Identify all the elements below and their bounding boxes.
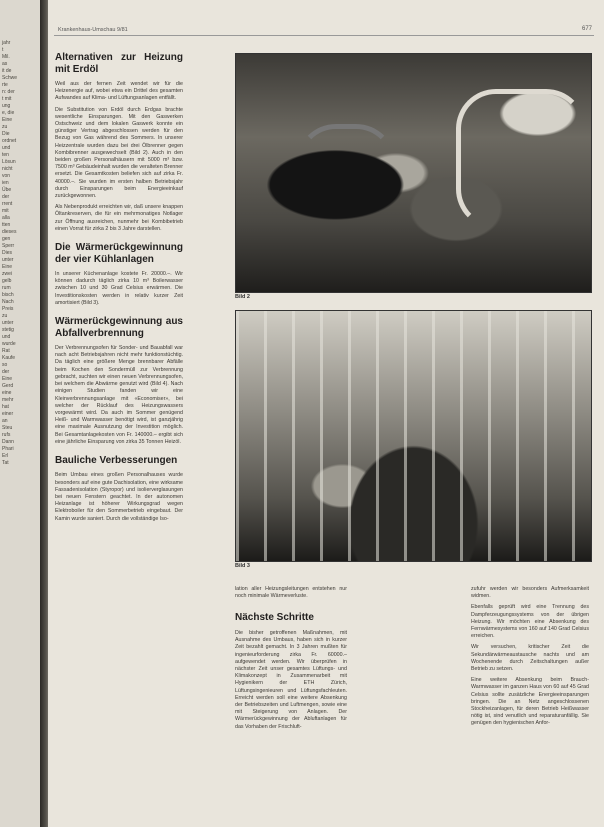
facing-page-fragment: alla bbox=[2, 215, 10, 221]
section-title-next-steps: Nächste Schritte bbox=[235, 612, 314, 624]
facing-page-fragment: gelb bbox=[2, 278, 12, 284]
facing-page-fragment: as bbox=[2, 61, 8, 67]
facing-page-fragment: zu bbox=[2, 124, 8, 130]
facing-page-fragment: Gerd bbox=[2, 383, 14, 389]
paragraph: Als Nebenprodukt erreichten wir, daß unsere knappen Öltankreserven, die für ein mehrmonatiges Notlager zur Öffnung ausreichen, nunmehr bei Kombibetrieb einen Vorrat für zirka 2 bis 3 Jahre darstellen. bbox=[55, 204, 183, 232]
facing-page-fragment: ung bbox=[2, 103, 11, 109]
facing-page-fragment: bisch bbox=[2, 292, 14, 298]
photo-caption: Bild 2 bbox=[235, 294, 250, 300]
paragraph: Ebenfalls geprüft wird eine Trennung des Dampferzeugungssystems von der übrigen Heizung. Wir möchten eine Absenkung des Fernwärmesystems von 160 auf 140 Grad Celsius erreichen. bbox=[471, 604, 589, 640]
facing-page-fragment: Phari bbox=[2, 446, 14, 452]
photo-caption: Bild 3 bbox=[235, 563, 250, 569]
facing-page-fragment: Übe bbox=[2, 187, 12, 193]
facing-page-fragment: Rat bbox=[2, 348, 10, 354]
facing-page-fragment: unter bbox=[2, 320, 14, 326]
facing-page-fragment: und bbox=[2, 145, 11, 151]
section-title-alternatives: Alternativen zur Heizung mit Erdöl bbox=[55, 52, 183, 75]
facing-page-fragment: nicht bbox=[2, 166, 13, 172]
facing-page-fragment: zwei bbox=[2, 271, 13, 277]
pipe-shape bbox=[456, 89, 586, 229]
header-rule bbox=[54, 35, 594, 36]
section-title-waste-incineration: Wärmerückgewinnung aus Abfallverbrennung bbox=[55, 316, 183, 339]
facing-page-fragment: ordnet bbox=[2, 138, 17, 144]
facing-page-fragment: Mil. bbox=[2, 54, 10, 60]
facing-page-fragment: stetig bbox=[2, 327, 14, 333]
column-1 bbox=[55, 52, 183, 527]
facing-page-fragment: hat bbox=[2, 404, 9, 410]
facing-page-fragment: ten bbox=[2, 152, 9, 158]
paragraph: Weil aus der fernen Zeit wendet wir für die Heizenergie auf, wobei etwa ein Drittel des gesamten Aufwandes auf Klima- und Lüftungsanlagen entfällt. bbox=[55, 81, 183, 102]
paragraph: Der Verbrennungsofen für Sonder- und Bauabfall war nach acht Betriebsjahren nicht mehr funktionstüchtig. Da täglich eine größere Menge brennbarer Abfälle beim Kochen den Sondermüll zur Verbrennung gebracht, suchten wir einen neuen Verbrennungsofen, bei welchem die Abwärme genutzt wird (Bild 4). Nach einigen Studien fanden wir eine Kleinverbrennungsanlage mit «Economiser», bei welcher der Rücklauf des Heizungswassers vorgewärmt wird. Da auch im Sommer genügend Heiß- und Warmwasser benötigt wird, ist ganzjährig eine maximale Ausnutzung der Investition möglich. Bei Gesamtanlagekosten von Fr. 140000.– ergibt sich eine jährliche Einsparung von zirka 35 Tonnen Heizöl. bbox=[55, 345, 183, 445]
section-title-building-improvements: Bauliche Verbesserungen bbox=[55, 454, 178, 466]
column-3 bbox=[471, 586, 589, 732]
facing-page-fragment: Eine bbox=[2, 117, 13, 123]
facing-page-fragment: Nach bbox=[2, 299, 14, 305]
paragraph: Eine weitere Absenkung beim Brauch-Warmwasser im ganzen Haus von 60 auf 45 Grad Celsius sollte zusätzliche Energieeinsparungen bringen. Die an Netz angeschlossenen Stockheizanlagen, für deren Betrieb Heißwasser nötig ist, sind venutlich und reparaturanfällig. Sie genügen den hygienischen Anfor- bbox=[471, 677, 589, 727]
facing-page-fragment: zu bbox=[2, 313, 8, 319]
facing-page-fragment: Lösun bbox=[2, 159, 16, 165]
facing-page-fragment: it de bbox=[2, 68, 12, 74]
paragraph: Die Substitution von Erdöl durch Erdgas brachte wesentliche Einsparungen. Mit den Gaswerken Ostschweiz und dem lokalen Gaswerk konnte ein günstiger Vertrag abgeschlossen werden für den Bezug von Gas während des Sommers. In unserer Heizzentrale wurden dazu bei drei Ölbrenner gegen Kombibrenner ausgewechselt (Bild 2). Auch in den beiden großen Personalhäusern mit 5000 m³ bzw. 7500 m³ Gebäudeinhalt wurden die veralteten Brenner ersetzt. Die Gesamtkosten beliefen sich auf zirka Fr. 40000.–. Sie wurden im ersten halben Betriebsjahr durch Einsparungen beim Energieeinkauf zurückgewonnen. bbox=[55, 106, 183, 200]
facing-page-fragment: Dies bbox=[2, 250, 13, 256]
section-title-heat-recovery: Die Wärmerückgewinnung der vier Kühlanlagen bbox=[55, 242, 183, 265]
facing-page-fragment: Kaufe bbox=[2, 355, 16, 361]
pipe-shape bbox=[296, 124, 396, 224]
facing-page-fragment: e, die bbox=[2, 110, 15, 116]
facing-page-fragment: Eine bbox=[2, 264, 13, 270]
facing-page-fragment: von bbox=[2, 173, 11, 179]
running-header: Krankenhaus-Umschau 9/81 bbox=[58, 27, 128, 33]
paragraph: Die bisher getroffenen Maßnahmen, mit Ausnahme des Umbaus, haben sich in kurzer Zeit bezahlt gemacht. In 3 Jahren mußten für ingenieurforderung zirka Fr. 60000.– aufgewendet werden. Wir überprüfen in nächster Zeit unser gesamtes Lüftungs- und Klimakonzept in Zusammenarbeit mit Hygienikern der ETH Zürich, Lüftungsingenieuren und Lüftungsfachleuten. Erreicht werden soll eine weitere Absenkung der Betriebszeiten und Luftmengen, sowie eine mit Steigerung von Anlagen. Der Wärmerückgewinnung der Abluftanlagen für das Vorhaben der Frischluft- bbox=[235, 629, 347, 730]
facing-page-fragment: Die bbox=[2, 131, 10, 137]
facing-page-fragment: Dann bbox=[2, 439, 14, 445]
facing-page-fragment: Sperr bbox=[2, 243, 15, 249]
paragraph: zufuhr werden wir besonders Aufmerksamkeit widmen. bbox=[471, 586, 589, 600]
facing-page-fragment: ien bbox=[2, 180, 9, 186]
facing-page-fragment: eine bbox=[2, 390, 12, 396]
facing-page-fragment: einer bbox=[2, 411, 14, 417]
document-page bbox=[48, 0, 604, 827]
facing-page-fragment: Preis bbox=[2, 306, 14, 312]
facing-page-fragment: Schwe bbox=[2, 75, 18, 81]
facing-page-fragment: wurde bbox=[2, 341, 16, 347]
paragraph: In unserer Küchenanlage kostete Fr. 20000.–. Wir können dadurch täglich zirka 10 m³ Boilerwasser zwischen 10 und 30 Grad Celsius erwärmen. Die Investitionskosten werden in relativ kurzer Zeit amortisiert (Bild 3). bbox=[55, 271, 183, 306]
facing-page-fragment: mehr bbox=[2, 397, 14, 403]
column-2 bbox=[235, 586, 347, 735]
facing-page-fragment: gen bbox=[2, 236, 11, 242]
facing-page-fragment: rufs bbox=[2, 432, 11, 438]
page-number: 677 bbox=[582, 26, 593, 32]
paragraph: lation aller Heizungsleitungen entstehen nur noch minimale Wärmeverluste. bbox=[235, 586, 347, 600]
facing-page-fragment: der bbox=[2, 369, 10, 375]
facing-page-fragment: der bbox=[2, 194, 10, 200]
facing-page-fragment: rum bbox=[2, 285, 11, 291]
facing-page-fragment: unter bbox=[2, 257, 14, 263]
facing-page-fragment: n: der bbox=[2, 89, 15, 95]
facing-page-fragment: t bbox=[2, 47, 4, 53]
facing-page-fragment: t mit bbox=[2, 96, 12, 102]
facing-page-fragment: mit bbox=[2, 208, 9, 214]
facing-page-fragment: Erl bbox=[2, 453, 9, 459]
facing-page-strip bbox=[0, 0, 40, 827]
facing-page-fragment: Tat bbox=[2, 460, 9, 466]
boiler-photo bbox=[235, 53, 592, 293]
facing-page-fragment: dieses bbox=[2, 229, 17, 235]
facing-page-fragment: rrent bbox=[2, 201, 13, 207]
facing-page-fragment: Eine bbox=[2, 376, 13, 382]
facing-page-fragment: Steu bbox=[2, 425, 13, 431]
facing-page-fragment: tten bbox=[2, 222, 11, 228]
facing-page-fragment: und bbox=[2, 334, 11, 340]
cooling-plant-photo bbox=[235, 310, 592, 562]
paragraph: Beim Umbau eines großen Personalhauses wurde besonders auf eine gute Dachisolation, eine wirksame Fassadenisolation (Styropor) und isolierverglasungen bei neuen Fenstern geachtet. In der autonomen Heizanlage ist höherer Wirkungsgrad wegen Elektroboiler für den Sommerbetrieb eingebaut. Der Kamin wurde saniert. Durch die vollständige Iso- bbox=[55, 472, 183, 522]
paragraph: Wir versuchen, kritischer Zeit die Sekundärwärmeaustausche nachts und am Wochenende durch Zeitschaltungen außer Betrieb zu setzen. bbox=[471, 644, 589, 673]
facing-page-fragment: rte bbox=[2, 82, 8, 88]
facing-page-fragment: an bbox=[2, 418, 8, 424]
facing-page-fragment: so bbox=[2, 362, 8, 368]
facing-page-fragment: jahr bbox=[2, 40, 11, 46]
